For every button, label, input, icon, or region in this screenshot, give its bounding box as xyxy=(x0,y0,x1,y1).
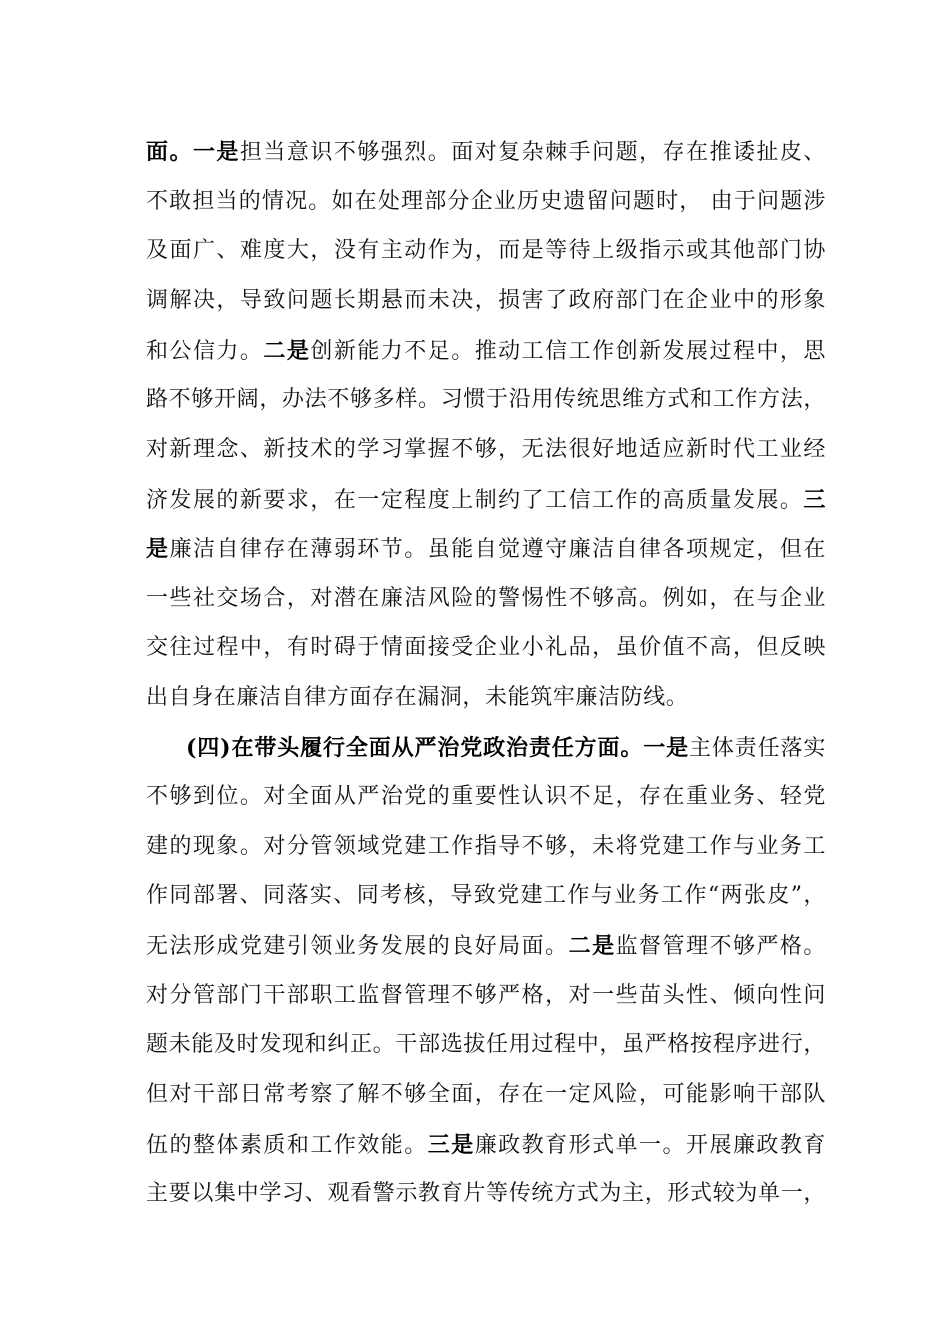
body-text: 建的现象。对分管领域党建工作指导不够，未将党建工作与业务工 xyxy=(146,834,826,859)
section-heading: (四)在带头履行全面从严治党政治责任方面。一是 xyxy=(186,735,689,761)
body-text: 不够到位。对全面从严治党的重要性认识不足，存在重业务、轻党 xyxy=(146,784,826,809)
text-line xyxy=(146,335,826,367)
text-line xyxy=(146,583,826,615)
text-line xyxy=(146,980,826,1012)
body-text: 作同部署、同落实、同考核，导致党建工作与业务工作“两张皮”， xyxy=(146,883,826,908)
text-line xyxy=(146,136,826,168)
text-line xyxy=(146,880,826,912)
body-text: 廉政教育形式单一。开展廉政教育 xyxy=(474,1133,826,1158)
body-text: 对分管部门干部职工监督管理不够严格，对一些苗头性、倾向性问 xyxy=(146,983,826,1008)
emphasis-text: 三是 xyxy=(427,1132,475,1158)
body-text: 出自身在廉洁自律方面存在漏洞，未能筑牢廉洁防线。 xyxy=(146,685,689,710)
body-text: 伍的整体素质和工作效能。 xyxy=(146,1133,428,1158)
body-text: 监督管理不够严格。 xyxy=(615,934,827,959)
body-text: 无法形成党建引领业务发展的良好局面。 xyxy=(146,934,569,959)
body-text: 创新能力不足。推动工信工作创新发展过程中，思 xyxy=(310,339,826,364)
text-line xyxy=(146,1129,826,1161)
body-text: 主要以集中学习、观看警示教育片等传统方式为主，形式较为单一， xyxy=(146,1181,826,1206)
body-text: 题未能及时发现和纠正。干部选拔任用过程中，虽严格按程序进行， xyxy=(146,1032,826,1057)
emphasis-text: 面。一是 xyxy=(146,139,240,165)
section-heading-line xyxy=(186,732,826,764)
emphasis-text: 二是 xyxy=(568,933,616,959)
text-line xyxy=(146,930,826,962)
text-line xyxy=(146,682,826,714)
body-text: 调解决，导致问题长期悬而未决，损害了政府部门在企业中的形象 xyxy=(146,288,826,313)
text-line xyxy=(146,285,826,317)
body-text: 主体责任落实 xyxy=(689,736,826,761)
body-text: 不敢担当的情况。如在处理部分企业历史遗留问题时， 由于问题涉 xyxy=(146,189,826,214)
body-text: 一些社交场合，对潜在廉洁风险的警惕性不够高。例如，在与企业 xyxy=(146,586,826,611)
text-line xyxy=(146,1178,826,1210)
text-line xyxy=(146,831,826,863)
text-line xyxy=(146,632,826,664)
body-text: 路不够开阔，办法不够多样。习惯于沿用传统思维方式和工作方法， xyxy=(146,387,826,412)
body-text: 济发展的新要求，在一定程度上制约了工信工作的高质量发展。 xyxy=(146,488,804,513)
text-line xyxy=(146,235,826,267)
body-text: 但对干部日常考察了解不够全面，存在一定风险，可能影响干部队 xyxy=(146,1082,826,1107)
emphasis-text: 三 xyxy=(803,487,826,513)
emphasis-text: 二是 xyxy=(263,338,311,364)
emphasis-text: 是 xyxy=(146,536,170,562)
text-line xyxy=(146,1079,826,1111)
text-line xyxy=(146,484,826,516)
body-text: 廉洁自律存在薄弱环节。虽能自觉遵守廉洁自律各项规定，但在 xyxy=(169,537,826,562)
body-text: 及面广、难度大，没有主动作为，而是等待上级指示或其他部门协 xyxy=(146,238,826,263)
text-line xyxy=(146,186,826,218)
body-text: 交往过程中，有时碍于情面接受企业小礼品，虽价值不高，但反映 xyxy=(146,635,826,660)
text-line xyxy=(146,781,826,813)
body-text: 对新理念、新技术的学习掌握不够，无法很好地适应新时代工业经 xyxy=(146,437,826,462)
text-line xyxy=(146,434,826,466)
text-line xyxy=(146,1029,826,1061)
text-line xyxy=(146,384,826,416)
body-text: 担当意识不够强烈。面对复杂棘手问题，存在推诿扯皮、 xyxy=(239,140,826,165)
text-line xyxy=(146,533,826,565)
body-text: 和公信力。 xyxy=(146,339,264,364)
